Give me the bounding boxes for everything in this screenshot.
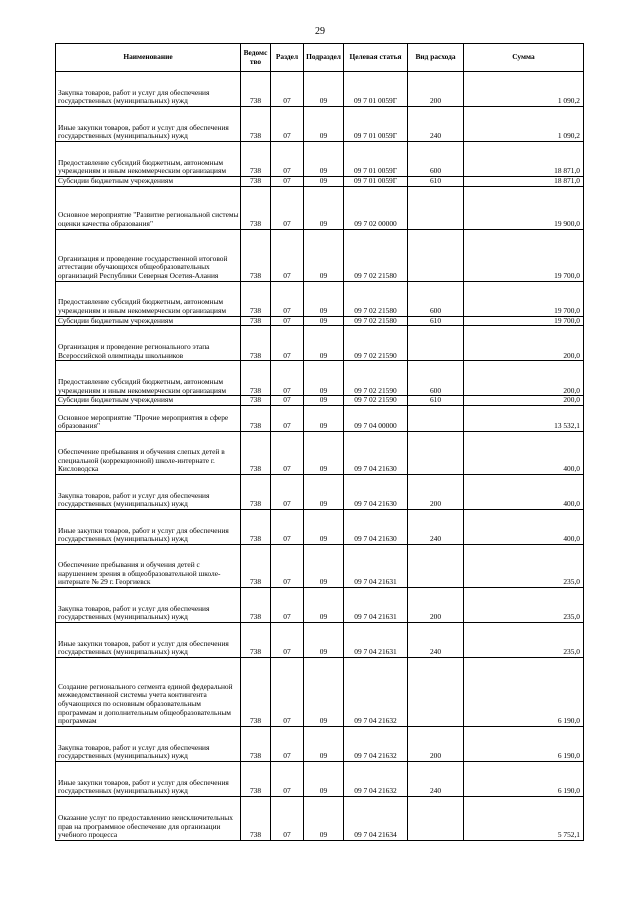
row-name: Обеспечение пребывания и обучения слепых детей в специальной (коррекционной) школе-интернате г. Кисловодска — [56, 432, 241, 475]
row-department: 738 — [241, 475, 271, 510]
row-department: 738 — [241, 186, 271, 229]
row-amount: 19 900,0 — [464, 186, 584, 229]
row-department: 738 — [241, 281, 271, 316]
row-expense-type — [408, 229, 464, 281]
row-subsection: 09 — [304, 510, 344, 545]
row-target-article: 09 7 04 21632 — [344, 658, 408, 727]
header-section: Раздел — [271, 44, 304, 72]
row-department: 738 — [241, 229, 271, 281]
row-department: 738 — [241, 432, 271, 475]
row-expense-type: 240 — [408, 762, 464, 797]
row-name: Предоставление субсидий бюджетным, автономным учреждениям и иным некоммерческим организациям — [56, 361, 241, 396]
row-target-article: 09 7 01 0059Г — [344, 72, 408, 107]
row-expense-type — [408, 326, 464, 361]
table-row — [56, 762, 584, 797]
header-subsection: Подраздел — [304, 44, 344, 72]
row-expense-type — [408, 797, 464, 841]
row-section: 07 — [271, 727, 304, 762]
row-section: 07 — [271, 797, 304, 841]
row-target-article: 09 7 04 21631 — [344, 545, 408, 588]
row-subsection: 09 — [304, 658, 344, 727]
row-section: 07 — [271, 361, 304, 396]
row-target-article: 09 7 02 21580 — [344, 316, 408, 326]
row-target-article: 09 7 01 0059Г — [344, 142, 408, 177]
row-section: 07 — [271, 623, 304, 658]
row-target-article: 09 7 02 21590 — [344, 361, 408, 396]
row-expense-type: 200 — [408, 475, 464, 510]
row-section: 07 — [271, 316, 304, 326]
table-row — [56, 797, 584, 841]
row-name: Оказание услуг по предоставлению неисключительных прав на программное обеспечение для организации учебного процесса — [56, 797, 241, 841]
row-amount: 235,0 — [464, 623, 584, 658]
row-department: 738 — [241, 762, 271, 797]
row-target-article: 09 7 04 21634 — [344, 797, 408, 841]
row-amount: 200,0 — [464, 326, 584, 361]
row-subsection: 09 — [304, 588, 344, 623]
row-subsection: 09 — [304, 142, 344, 177]
row-department: 738 — [241, 142, 271, 177]
row-section: 07 — [271, 142, 304, 177]
row-expense-type — [408, 432, 464, 475]
row-amount: 1 090,2 — [464, 72, 584, 107]
row-department: 738 — [241, 658, 271, 727]
row-expense-type — [408, 658, 464, 727]
row-target-article: 09 7 04 21632 — [344, 762, 408, 797]
row-subsection: 09 — [304, 281, 344, 316]
row-department: 738 — [241, 396, 271, 406]
table-row — [56, 361, 584, 396]
row-expense-type: 200 — [408, 727, 464, 762]
row-target-article: 09 7 04 00000 — [344, 406, 408, 432]
header-expense-type: Вид расхода — [408, 44, 464, 72]
header-name: Наименование — [56, 44, 241, 72]
page-number: 29 — [315, 26, 325, 37]
row-amount: 200,0 — [464, 361, 584, 396]
row-name: Иные закупки товаров, работ и услуг для обеспечения государственных (муниципальных) нужд — [56, 762, 241, 797]
row-expense-type — [408, 545, 464, 588]
row-subsection: 09 — [304, 396, 344, 406]
row-target-article: 09 7 04 21631 — [344, 588, 408, 623]
row-subsection: 09 — [304, 229, 344, 281]
row-section: 07 — [271, 72, 304, 107]
row-subsection: 09 — [304, 316, 344, 326]
row-amount: 6 190,0 — [464, 658, 584, 727]
row-name: Предоставление субсидий бюджетным, автономным учреждениям и иным некоммерческим организациям — [56, 281, 241, 316]
table-row — [56, 72, 584, 107]
row-department: 738 — [241, 361, 271, 396]
row-expense-type: 610 — [408, 177, 464, 187]
row-amount: 6 190,0 — [464, 727, 584, 762]
row-target-article: 09 7 02 21580 — [344, 229, 408, 281]
table-header-row — [56, 44, 584, 72]
row-amount: 19 700,0 — [464, 316, 584, 326]
row-section: 07 — [271, 326, 304, 361]
row-name: Субсидии бюджетным учреждениям — [56, 316, 241, 326]
row-expense-type: 600 — [408, 281, 464, 316]
row-amount: 5 752,1 — [464, 797, 584, 841]
row-expense-type: 200 — [408, 588, 464, 623]
row-department: 738 — [241, 545, 271, 588]
table-row — [56, 107, 584, 142]
row-section: 07 — [271, 406, 304, 432]
row-expense-type — [408, 186, 464, 229]
table-row — [56, 229, 584, 281]
row-amount: 1 090,2 — [464, 107, 584, 142]
table-row — [56, 406, 584, 432]
row-amount: 18 871,0 — [464, 177, 584, 187]
table-row — [56, 658, 584, 727]
row-name: Субсидии бюджетным учреждениям — [56, 396, 241, 406]
row-subsection: 09 — [304, 72, 344, 107]
row-section: 07 — [271, 281, 304, 316]
row-amount: 235,0 — [464, 588, 584, 623]
row-expense-type: 240 — [408, 623, 464, 658]
row-expense-type: 200 — [408, 72, 464, 107]
row-expense-type: 610 — [408, 396, 464, 406]
row-amount: 13 532,1 — [464, 406, 584, 432]
row-expense-type: 600 — [408, 361, 464, 396]
row-target-article: 09 7 04 21632 — [344, 727, 408, 762]
row-target-article: 09 7 02 21590 — [344, 396, 408, 406]
header-department: Ведомс тво — [241, 44, 271, 72]
row-target-article: 09 7 04 21630 — [344, 510, 408, 545]
table-row — [56, 186, 584, 229]
row-section: 07 — [271, 186, 304, 229]
row-section: 07 — [271, 432, 304, 475]
header-target-article: Целевая статья — [344, 44, 408, 72]
row-department: 738 — [241, 326, 271, 361]
row-section: 07 — [271, 396, 304, 406]
row-subsection: 09 — [304, 406, 344, 432]
row-target-article: 09 7 02 00000 — [344, 186, 408, 229]
row-name: Иные закупки товаров, работ и услуг для обеспечения государственных (муниципальных) нужд — [56, 623, 241, 658]
row-department: 738 — [241, 510, 271, 545]
row-expense-type: 240 — [408, 510, 464, 545]
table-row — [56, 177, 584, 187]
row-target-article: 09 7 04 21631 — [344, 623, 408, 658]
row-expense-type — [408, 406, 464, 432]
row-amount: 400,0 — [464, 475, 584, 510]
row-amount: 19 700,0 — [464, 281, 584, 316]
row-name: Обеспечение пребывания и обучения детей с нарушением зрения в общеобразовательной школе-интернате № 29 г. Георгиевск — [56, 545, 241, 588]
row-subsection: 09 — [304, 727, 344, 762]
row-department: 738 — [241, 727, 271, 762]
row-department: 738 — [241, 107, 271, 142]
row-name: Субсидии бюджетным учреждениям — [56, 177, 241, 187]
row-subsection: 09 — [304, 545, 344, 588]
header-amount: Сумма — [464, 44, 584, 72]
table-row — [56, 281, 584, 316]
table-row — [56, 588, 584, 623]
budget-table — [55, 43, 584, 841]
table-row — [56, 142, 584, 177]
row-section: 07 — [271, 107, 304, 142]
row-department: 738 — [241, 177, 271, 187]
row-section: 07 — [271, 229, 304, 281]
row-department: 738 — [241, 316, 271, 326]
row-target-article: 09 7 04 21630 — [344, 432, 408, 475]
table-row — [56, 510, 584, 545]
row-subsection: 09 — [304, 797, 344, 841]
row-department: 738 — [241, 797, 271, 841]
row-section: 07 — [271, 510, 304, 545]
table-row — [56, 727, 584, 762]
row-department: 738 — [241, 588, 271, 623]
row-name: Закупка товаров, работ и услуг для обеспечения государственных (муниципальных) нужд — [56, 72, 241, 107]
row-expense-type: 600 — [408, 142, 464, 177]
row-name: Организация и проведение регионального этапа Всероссийской олимпиады школьников — [56, 326, 241, 361]
row-subsection: 09 — [304, 186, 344, 229]
row-name: Предоставление субсидий бюджетным, автономным учреждениям и иным некоммерческим организациям — [56, 142, 241, 177]
row-amount: 19 700,0 — [464, 229, 584, 281]
row-subsection: 09 — [304, 762, 344, 797]
row-section: 07 — [271, 588, 304, 623]
row-amount: 200,0 — [464, 396, 584, 406]
row-name: Основное мероприятие "Прочие мероприятия в сфере образования" — [56, 406, 241, 432]
table-row — [56, 545, 584, 588]
row-target-article: 09 7 02 21590 — [344, 326, 408, 361]
row-subsection: 09 — [304, 107, 344, 142]
row-name: Закупка товаров, работ и услуг для обеспечения государственных (муниципальных) нужд — [56, 475, 241, 510]
row-amount: 400,0 — [464, 432, 584, 475]
row-subsection: 09 — [304, 432, 344, 475]
row-section: 07 — [271, 658, 304, 727]
row-department: 738 — [241, 72, 271, 107]
row-amount: 235,0 — [464, 545, 584, 588]
row-section: 07 — [271, 475, 304, 510]
row-target-article: 09 7 01 0059Г — [344, 177, 408, 187]
row-amount: 6 190,0 — [464, 762, 584, 797]
row-name: Основное мероприятие "Развитие региональной системы оценки качества образования" — [56, 186, 241, 229]
row-subsection: 09 — [304, 177, 344, 187]
row-target-article: 09 7 04 21630 — [344, 475, 408, 510]
row-name: Иные закупки товаров, работ и услуг для обеспечения государственных (муниципальных) нужд — [56, 107, 241, 142]
row-subsection: 09 — [304, 361, 344, 396]
table-row — [56, 396, 584, 406]
table-row — [56, 316, 584, 326]
row-name: Иные закупки товаров, работ и услуг для обеспечения государственных (муниципальных) нужд — [56, 510, 241, 545]
table-row — [56, 623, 584, 658]
row-target-article: 09 7 01 0059Г — [344, 107, 408, 142]
row-department: 738 — [241, 406, 271, 432]
row-subsection: 09 — [304, 475, 344, 510]
row-name: Закупка товаров, работ и услуг для обеспечения государственных (муниципальных) нужд — [56, 588, 241, 623]
row-name: Закупка товаров, работ и услуг для обеспечения государственных (муниципальных) нужд — [56, 727, 241, 762]
row-subsection: 09 — [304, 326, 344, 361]
row-name: Организация и проведение государственной итоговой аттестации обучающихся общеобразовательных организаций Республики Северная Осетия-Алания — [56, 229, 241, 281]
row-section: 07 — [271, 177, 304, 187]
row-section: 07 — [271, 762, 304, 797]
row-expense-type: 610 — [408, 316, 464, 326]
row-target-article: 09 7 02 21580 — [344, 281, 408, 316]
row-subsection: 09 — [304, 623, 344, 658]
row-amount: 400,0 — [464, 510, 584, 545]
row-expense-type: 240 — [408, 107, 464, 142]
table-row — [56, 432, 584, 475]
table-row — [56, 475, 584, 510]
table-row — [56, 326, 584, 361]
row-amount: 18 871,0 — [464, 142, 584, 177]
row-name: Создание регионального сегмента единой федеральной межведомственной системы учета контингента обучающихся по основным образовательным программам и дополнительным общеобразовательным программам — [56, 658, 241, 727]
row-department: 738 — [241, 623, 271, 658]
row-section: 07 — [271, 545, 304, 588]
